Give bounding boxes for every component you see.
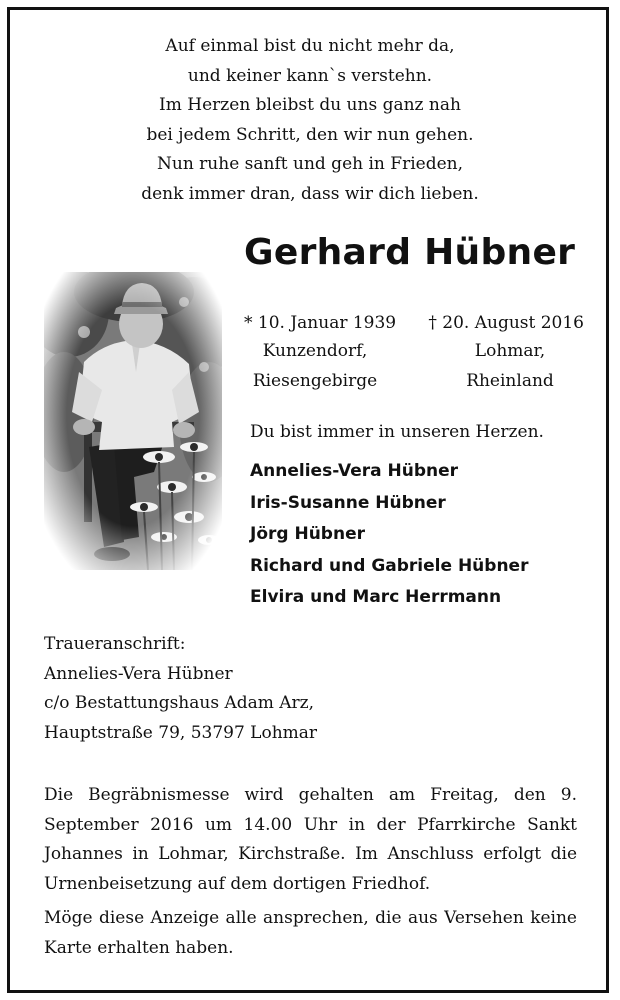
closing-note: Möge diese Anzeige alle ansprechen, die aus Versehen keine Karte erhalten haben.	[44, 908, 577, 958]
death-place	[440, 336, 580, 396]
portrait-photo	[44, 272, 222, 570]
mourner-name: Elvira und Marc Herrmann	[250, 587, 502, 607]
death-place-line: Lohmar,	[474, 341, 546, 361]
poem-line: denk immer dran, dass wir dich lieben.	[141, 183, 479, 204]
poem-line: Im Herzen bleibst du uns ganz nah	[159, 95, 461, 116]
mourning-address	[44, 630, 317, 748]
poem-line: bei jedem Schritt, den wir nun gehen.	[146, 124, 474, 145]
birth-place	[250, 336, 380, 396]
tagline: Du bist immer in unseren Herzen.	[250, 422, 544, 442]
service-details: Die Begräbnismesse wird gehalten am Freitag, den 9. September 2016 um 14.00 Uhr in der Pfarrkirche Sankt Johannes in Lohmar, Kirchstraße. Im Anschluss erfolgt die Urnenbeisetzung auf dem dortigen Friedhof.	[44, 785, 577, 894]
birth-date: * 10. Januar 1939	[244, 313, 397, 333]
address-line: Annelies-Vera Hübner	[44, 663, 233, 684]
mourner-name: Jörg Hübner	[250, 524, 365, 544]
death-place-line: Rheinland	[466, 371, 554, 391]
birth-place-line: Riesengebirge	[252, 371, 378, 391]
mourners-list	[250, 456, 528, 614]
mourner-name: Richard und Gabriele Hübner	[250, 555, 529, 576]
service-notice	[44, 781, 577, 963]
memorial-poem	[0, 32, 620, 210]
mourner-name: Annelies-Vera Hübner	[250, 461, 459, 481]
poem-line: Auf einmal bist du nicht mehr da,	[165, 36, 455, 56]
poem-line: und keiner kann`s verstehn.	[187, 65, 433, 86]
portrait-photo-graphic	[44, 272, 222, 570]
address-line: c/o Bestattungshaus Adam Arz,	[44, 693, 315, 713]
address-line: Hauptstraße 79, 53797 Lohmar	[44, 722, 318, 743]
deceased-name: Gerhard Hübner	[244, 232, 576, 273]
birth-place-line: Kunzendorf,	[262, 341, 368, 361]
poem-line: Nun ruhe sanft und geh in Frieden,	[157, 154, 463, 175]
life-dates	[244, 308, 584, 338]
death-date: † 20. August 2016	[428, 313, 584, 333]
mourner-name: Iris-Susanne Hübner	[250, 492, 446, 513]
address-heading: Traueranschrift:	[44, 634, 186, 654]
